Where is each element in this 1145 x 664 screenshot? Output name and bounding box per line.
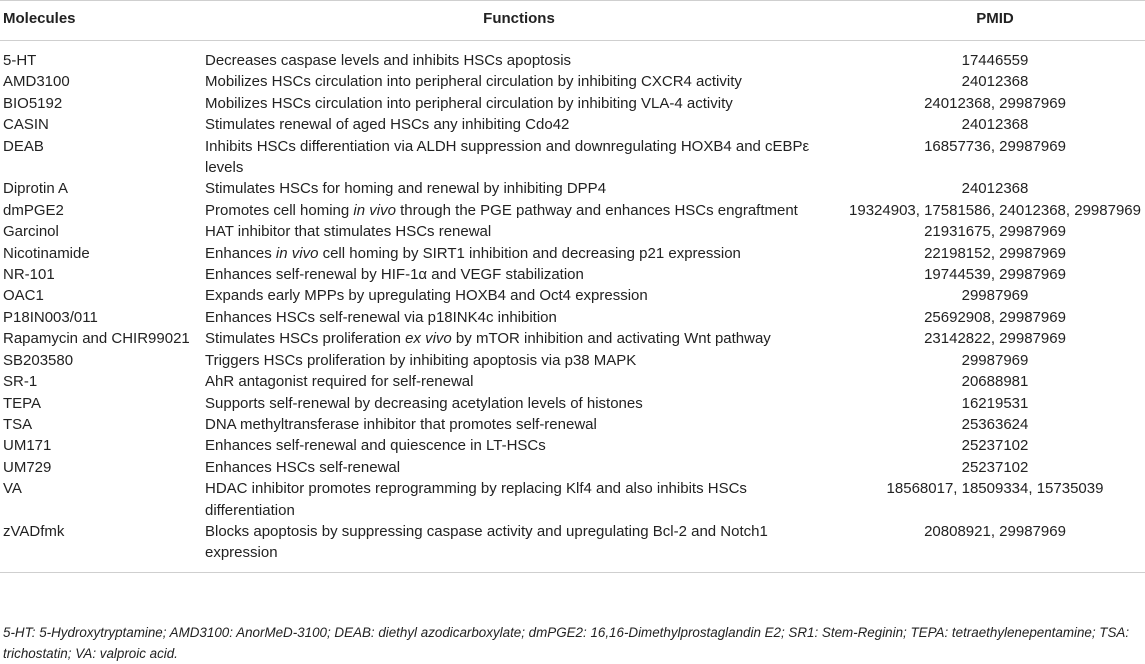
pmid-cell: 29987969 xyxy=(961,287,1029,305)
function-text: Blocks apoptosis by suppressing caspase activity and upregulating Bcl-2 and Notch1 expression xyxy=(205,522,768,562)
function-italic-text: in vivo xyxy=(275,244,319,262)
molecule-cell: VA xyxy=(3,480,22,498)
pmid-cell: 24012368, 29987969 xyxy=(924,94,1066,112)
pmid-cell: 29987969 xyxy=(961,351,1029,369)
function-text: Enhances self-renewal by HIF-1α and VEGF stabilization xyxy=(205,266,584,284)
function-text: Stimulates renewal of aged HSCs any inhibiting Cdo42 xyxy=(205,116,570,134)
function-text: through the PGE pathway and enhances HSCs engraftment xyxy=(395,201,798,219)
function-text: Enhances xyxy=(205,244,276,262)
function-cell xyxy=(193,200,845,221)
molecule-cell: BIO5192 xyxy=(3,94,63,112)
molecule-cell: NR-101 xyxy=(3,266,55,284)
function-text: Stimulates HSCs proliferation xyxy=(205,330,406,348)
pmid-cell: 16219531 xyxy=(961,394,1029,412)
pmid-cell: 25237102 xyxy=(961,458,1029,476)
function-cell xyxy=(193,307,845,328)
table-row xyxy=(0,71,1145,92)
function-text: DNA methyltransferase inhibitor that promotes self-renewal xyxy=(205,415,597,433)
function-text: Supports self-renewal by decreasing acetylation levels of histones xyxy=(205,394,643,412)
function-text: Decreases caspase levels and inhibits HSCs apoptosis xyxy=(205,52,572,69)
molecule-cell: Diprotin A xyxy=(3,180,69,198)
pmid-cell: 23142822, 29987969 xyxy=(924,330,1066,348)
function-cell xyxy=(193,221,845,242)
molecule-cell: 5-HT xyxy=(3,52,37,69)
function-text: Mobilizes HSCs circulation into peripheral circulation by inhibiting CXCR4 activity xyxy=(205,73,742,91)
pmid-cell: 21931675, 29987969 xyxy=(924,223,1066,241)
function-text: HDAC inhibitor promotes reprogramming by replacing Klf4 and also inhibits HSCs differentiation xyxy=(205,480,747,519)
function-cell xyxy=(193,371,845,392)
table-row xyxy=(0,178,1145,199)
molecule-cell: SR-1 xyxy=(3,373,38,391)
function-cell xyxy=(193,350,845,371)
function-text: Enhances HSCs self-renewal xyxy=(205,458,401,476)
function-text: Promotes cell homing xyxy=(205,201,354,219)
table-row xyxy=(0,136,1145,179)
pmid-cell: 18568017, 18509334, 15735039 xyxy=(886,480,1104,498)
pmid-cell: 22198152, 29987969 xyxy=(924,244,1066,262)
table-footnote: 5-HT: 5-Hydroxytryptamine; AMD3100: AnorMeD-3100; DEAB: diethyl azodicarboxylate; dmPGE2: 16,16-Dimethylprostaglandin E2; SR1: Stem-Reginin; TEPA: tetraethylenepentamine; TSA: trichostatin; VA: valproic acid. xyxy=(3,625,1130,661)
header-pmid: PMID xyxy=(845,1,1145,41)
molecule-cell: UM171 xyxy=(3,437,52,455)
function-cell xyxy=(193,478,845,521)
table-row xyxy=(0,393,1145,414)
table-row xyxy=(0,243,1145,264)
function-text: cell homing by SIRT1 inhibition and decreasing p21 expression xyxy=(318,244,741,262)
function-cell xyxy=(193,264,845,285)
function-text: by mTOR inhibition and activating Wnt pathway xyxy=(451,330,771,348)
table-row xyxy=(0,200,1145,221)
molecule-cell: UM729 xyxy=(3,458,52,476)
molecule-cell: TSA xyxy=(3,415,33,433)
pmid-cell: 24012368 xyxy=(961,73,1029,91)
pmid-cell: 20808921, 29987969 xyxy=(924,522,1066,540)
table-row xyxy=(0,221,1145,242)
pmid-cell: 24012368 xyxy=(961,180,1029,198)
pmid-cell: 20688981 xyxy=(961,373,1029,391)
function-cell xyxy=(193,41,845,72)
function-text: Enhances HSCs self-renewal via p18INK4c inhibition xyxy=(205,308,557,326)
molecule-cell: DEAB xyxy=(3,137,44,155)
function-text: HAT inhibitor that stimulates HSCs renewal xyxy=(205,223,492,241)
header-functions: Functions xyxy=(193,1,845,41)
molecule-cell: P18IN003/011 xyxy=(3,308,98,326)
molecule-cell: Garcinol xyxy=(3,223,59,241)
function-cell xyxy=(193,285,845,306)
molecule-cell: zVADfmk xyxy=(3,522,65,540)
table-row xyxy=(0,41,1145,72)
function-cell xyxy=(193,414,845,435)
function-cell xyxy=(193,93,845,114)
molecule-cell: Rapamycin and CHIR99021 xyxy=(3,330,190,348)
table-row xyxy=(0,521,1145,572)
function-text: Enhances self-renewal and quiescence in LT-HSCs xyxy=(205,437,546,455)
pmid-cell: 16857736, 29987969 xyxy=(924,137,1066,155)
function-cell xyxy=(193,457,845,478)
table-row xyxy=(0,114,1145,135)
function-cell xyxy=(193,178,845,199)
pmid-cell: 25237102 xyxy=(961,437,1029,455)
table-row xyxy=(0,457,1145,478)
function-cell xyxy=(193,521,845,572)
pmid-cell: 24012368 xyxy=(961,116,1029,134)
table-row xyxy=(0,93,1145,114)
molecule-cell: TEPA xyxy=(3,394,42,412)
header-row xyxy=(0,1,1145,41)
header-molecules: Molecules xyxy=(0,1,193,41)
pmid-cell: 19744539, 29987969 xyxy=(924,266,1066,284)
function-text: AhR antagonist required for self-renewal xyxy=(205,373,474,391)
table-row xyxy=(0,371,1145,392)
pmid-cell: 25692908, 29987969 xyxy=(924,308,1066,326)
molecule-cell: CASIN xyxy=(3,116,49,134)
table-row xyxy=(0,435,1145,456)
molecule-cell: dmPGE2 xyxy=(3,201,64,219)
function-text: Inhibits HSCs differentiation via ALDH suppression and downregulating HOXB4 and cEBPε levels xyxy=(205,137,810,177)
table-row xyxy=(0,285,1145,306)
function-cell xyxy=(193,71,845,92)
table-row xyxy=(0,328,1145,349)
pmid-cell: 17446559 xyxy=(961,52,1029,69)
molecule-cell: AMD3100 xyxy=(3,73,70,91)
molecule-cell: OAC1 xyxy=(3,287,44,305)
table-body xyxy=(0,41,1145,573)
table-row xyxy=(0,478,1145,521)
pmid-cell: 19324903, 17581586, 24012368, 29987969 xyxy=(849,201,1141,219)
table-row xyxy=(0,307,1145,328)
pmid-cell: 25363624 xyxy=(961,415,1029,433)
function-text: Stimulates HSCs for homing and renewal by inhibiting DPP4 xyxy=(205,180,607,198)
molecule-cell: SB203580 xyxy=(3,351,74,369)
function-text: Mobilizes HSCs circulation into peripheral circulation by inhibiting VLA-4 activity xyxy=(205,94,733,112)
function-cell xyxy=(193,243,845,264)
function-italic-text: in vivo xyxy=(353,201,396,219)
table-row xyxy=(0,414,1145,435)
function-cell xyxy=(193,136,845,179)
function-text: Expands early MPPs by upregulating HOXB4 and Oct4 expression xyxy=(205,287,648,305)
function-italic-text: ex vivo xyxy=(405,330,452,348)
function-cell xyxy=(193,114,845,135)
function-cell xyxy=(193,435,845,456)
function-cell xyxy=(193,393,845,414)
function-cell xyxy=(193,328,845,349)
function-text: Triggers HSCs proliferation by inhibiting apoptosis via p38 MAPK xyxy=(205,351,637,369)
molecule-cell: Nicotinamide xyxy=(3,244,90,262)
table-row xyxy=(0,264,1145,285)
table-row xyxy=(0,350,1145,371)
